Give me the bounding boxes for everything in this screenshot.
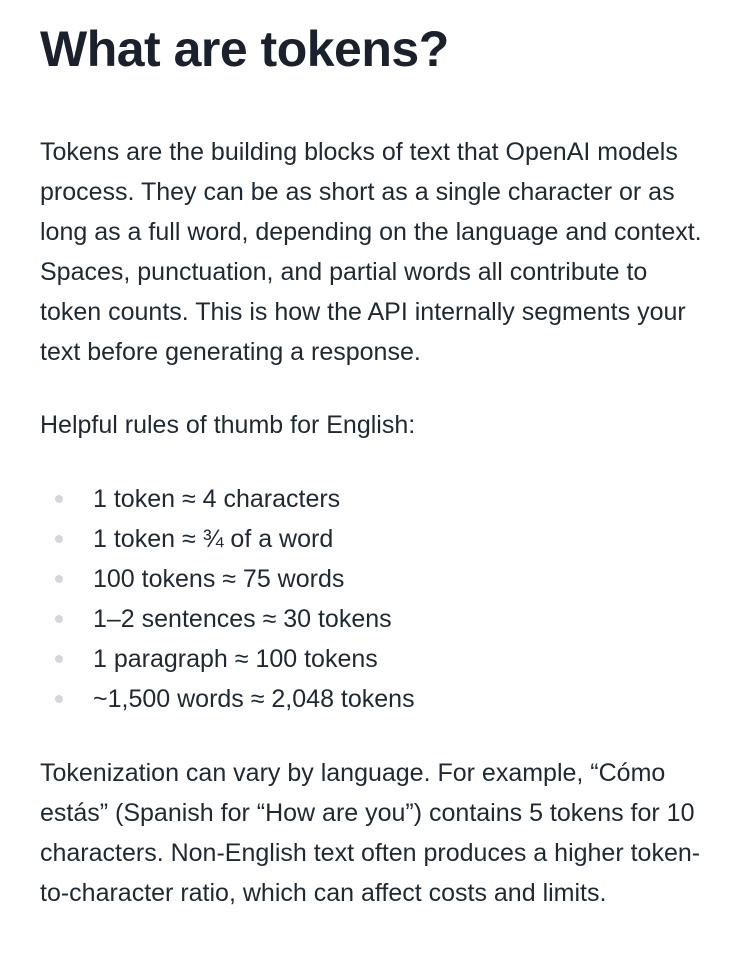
page-title: What are tokens? [40,21,449,77]
rule-text: 1 token ≈ ¾ of a word [93,525,334,553]
list-item [40,639,712,679]
rule-text: ~1,500 words ≈ 2,048 tokens [93,685,415,713]
rule-text: 1 token ≈ 4 characters [93,485,341,513]
rule-text: 1–2 sentences ≈ 30 tokens [93,605,392,633]
bullet-icon [55,695,63,703]
bullet-icon [55,495,63,503]
bullet-icon [55,655,63,663]
rules-list [40,479,712,719]
list-item [40,679,712,719]
bullet-icon [55,575,63,583]
rule-text: 100 tokens ≈ 75 words [93,565,345,593]
list-item [40,519,712,559]
bullet-icon [55,615,63,623]
rules-heading: Helpful rules of thumb for English: [40,411,416,439]
list-item [40,479,712,519]
intro-paragraph: Tokens are the building blocks of text that OpenAI models process. They can be as short as a single character or as long as a full word, depending on the language and context. Spaces, punctuation, and partial words all contribute to token counts. This is how the API internally segments your text before generating a response. [40,138,702,366]
bullet-icon [55,535,63,543]
outro-paragraph: Tokenization can vary by language. For example, “Cómo estás” (Spanish for “How are you”) contains 5 tokens for 10 characters. Non-English text often produces a higher token-to-character ratio, which can affect costs and limits. [40,759,701,907]
list-item [40,599,712,639]
list-item [40,559,712,599]
rule-text: 1 paragraph ≈ 100 tokens [93,645,378,673]
